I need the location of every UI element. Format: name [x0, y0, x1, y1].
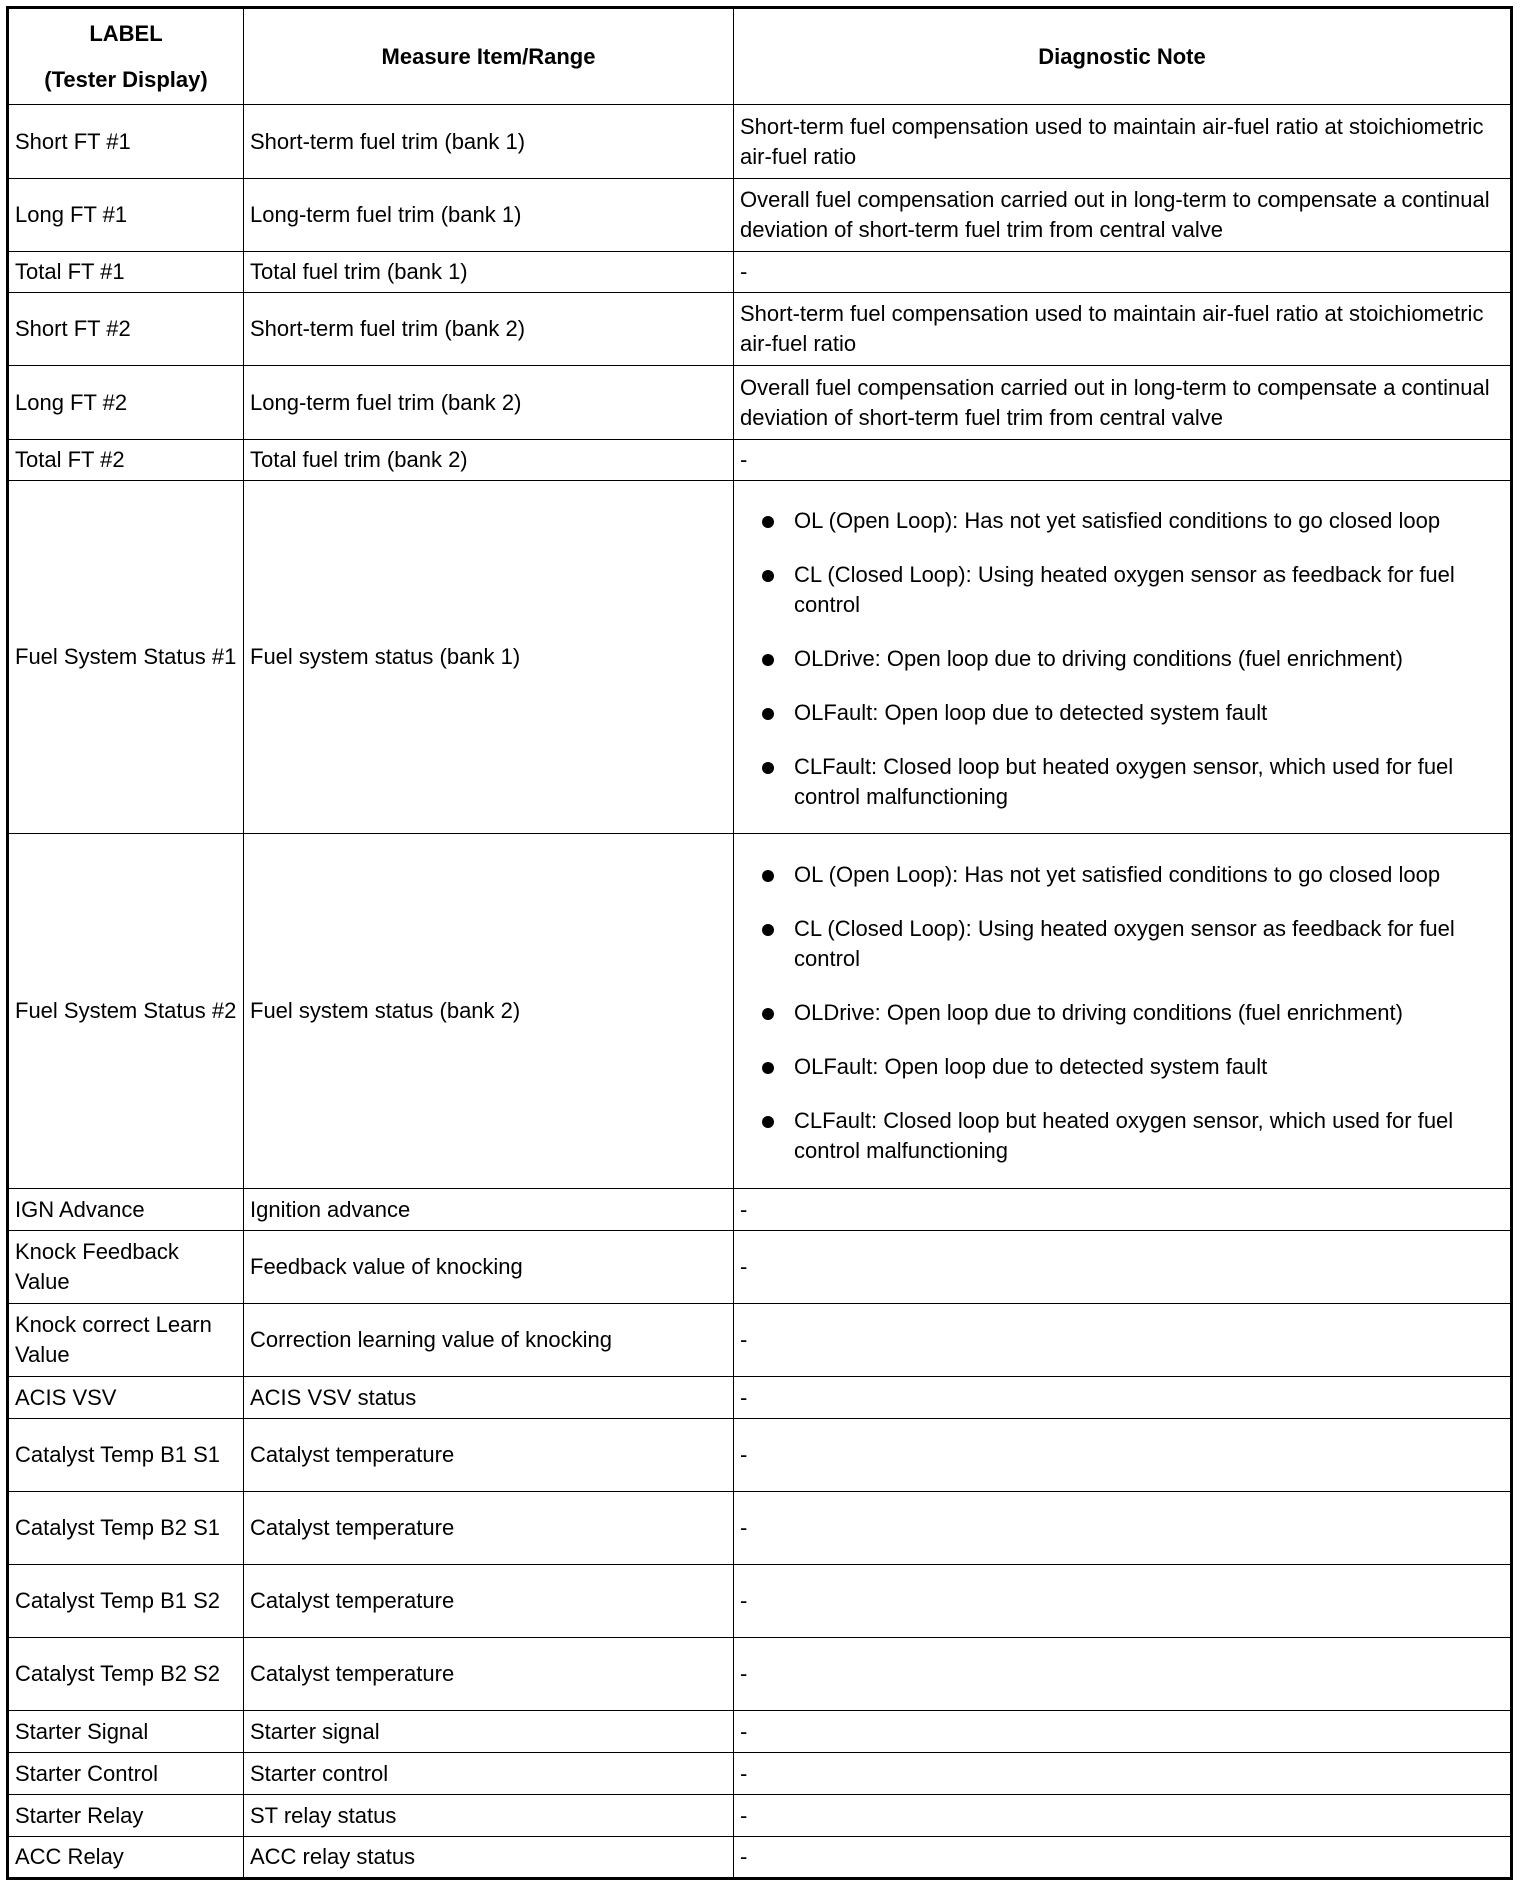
row-note: -: [734, 1304, 1512, 1377]
row-note: -: [734, 1837, 1512, 1879]
bullet-item: CL (Closed Loop): Using heated oxygen sensor as feedback for fuel control: [758, 914, 1504, 974]
row-label: Total FT #1: [8, 252, 244, 293]
row-measure: Starter signal: [244, 1711, 734, 1753]
row-note: -: [734, 1231, 1512, 1304]
row-measure: Long-term fuel trim (bank 2): [244, 366, 734, 440]
row-label: Short FT #1: [8, 105, 244, 179]
row-note-bullets: [734, 481, 1512, 834]
bullet-item: CLFault: Closed loop but heated oxygen sensor, which used for fuel control malfunctioning: [758, 752, 1504, 812]
bullet-list: [740, 506, 1504, 812]
row-label: Fuel System Status #1: [8, 481, 244, 834]
table-row: [8, 481, 1512, 834]
row-measure: Catalyst temperature: [244, 1492, 734, 1565]
bullet-item: CL (Closed Loop): Using heated oxygen sensor as feedback for fuel control: [758, 560, 1504, 620]
row-note: Short-term fuel compensation used to maintain air-fuel ratio at stoichiometric air-fuel ratio: [734, 293, 1512, 366]
row-label: Short FT #2: [8, 293, 244, 366]
row-measure: Short-term fuel trim (bank 2): [244, 293, 734, 366]
row-note-bullets: [734, 834, 1512, 1189]
header-measure: Measure Item/Range: [244, 8, 734, 105]
row-measure: Ignition advance: [244, 1189, 734, 1231]
table-row: [8, 1711, 1512, 1753]
table-row: [8, 1638, 1512, 1711]
row-measure: ACC relay status: [244, 1837, 734, 1879]
table-row: [8, 252, 1512, 293]
table-row: [8, 1304, 1512, 1377]
row-measure: ACIS VSV status: [244, 1377, 734, 1419]
row-label: Catalyst Temp B2 S1: [8, 1492, 244, 1565]
header-label: [8, 8, 244, 105]
bullet-item: OLDrive: Open loop due to driving conditions (fuel enrichment): [758, 644, 1504, 674]
row-label: Catalyst Temp B2 S2: [8, 1638, 244, 1711]
table-header-row: [8, 8, 1512, 105]
bullet-item: OLFault: Open loop due to detected system fault: [758, 698, 1504, 728]
bullet-item: OL (Open Loop): Has not yet satisfied conditions to go closed loop: [758, 860, 1504, 890]
table-row: [8, 1837, 1512, 1879]
row-label: Catalyst Temp B1 S1: [8, 1419, 244, 1492]
table-row: [8, 1565, 1512, 1638]
header-label-line2: (Tester Display): [44, 66, 208, 92]
row-note: -: [734, 1377, 1512, 1419]
row-measure: ST relay status: [244, 1795, 734, 1837]
table-row: [8, 366, 1512, 440]
row-label: ACC Relay: [8, 1837, 244, 1879]
table-row: [8, 440, 1512, 481]
table-row: [8, 834, 1512, 1189]
table-row: [8, 1795, 1512, 1837]
row-label: Starter Control: [8, 1753, 244, 1795]
row-measure: Correction learning value of knocking: [244, 1304, 734, 1377]
bullet-item: OLDrive: Open loop due to driving conditions (fuel enrichment): [758, 998, 1504, 1028]
row-note: Overall fuel compensation carried out in long-term to compensate a continual deviation of short-term fuel trim from central valve: [734, 179, 1512, 252]
row-note: -: [734, 1565, 1512, 1638]
table-row: [8, 105, 1512, 179]
row-label: ACIS VSV: [8, 1377, 244, 1419]
table-row: [8, 179, 1512, 252]
row-label: Starter Relay: [8, 1795, 244, 1837]
header-note: Diagnostic Note: [734, 8, 1512, 105]
row-measure: Starter control: [244, 1753, 734, 1795]
bullet-list: [740, 860, 1504, 1166]
row-label: Starter Signal: [8, 1711, 244, 1753]
row-label: Fuel System Status #2: [8, 834, 244, 1189]
row-label: IGN Advance: [8, 1189, 244, 1231]
row-measure: Fuel system status (bank 2): [244, 834, 734, 1189]
table-row: [8, 1753, 1512, 1795]
row-note: -: [734, 440, 1512, 481]
row-measure: Total fuel trim (bank 2): [244, 440, 734, 481]
row-measure: Catalyst temperature: [244, 1419, 734, 1492]
row-note: -: [734, 1419, 1512, 1492]
bullet-item: OL (Open Loop): Has not yet satisfied conditions to go closed loop: [758, 506, 1504, 536]
row-note: -: [734, 1638, 1512, 1711]
row-note: -: [734, 1492, 1512, 1565]
row-label: Catalyst Temp B1 S2: [8, 1565, 244, 1638]
row-note: -: [734, 252, 1512, 293]
row-label: Total FT #2: [8, 440, 244, 481]
data-list-table: [6, 6, 1513, 1880]
row-note: -: [734, 1753, 1512, 1795]
row-measure: Fuel system status (bank 1): [244, 481, 734, 834]
row-label: Knock Feedback Value: [8, 1231, 244, 1304]
table-row: [8, 1189, 1512, 1231]
row-note: Short-term fuel compensation used to maintain air-fuel ratio at stoichiometric air-fuel ratio: [734, 105, 1512, 179]
row-measure: Feedback value of knocking: [244, 1231, 734, 1304]
table-row: [8, 1231, 1512, 1304]
table-row: [8, 1492, 1512, 1565]
row-measure: Long-term fuel trim (bank 1): [244, 179, 734, 252]
row-note: -: [734, 1711, 1512, 1753]
bullet-item: CLFault: Closed loop but heated oxygen sensor, which used for fuel control malfunctioning: [758, 1106, 1504, 1166]
header-label-line1: LABEL: [89, 20, 163, 46]
row-label: Long FT #1: [8, 179, 244, 252]
table-row: [8, 293, 1512, 366]
row-note: -: [734, 1795, 1512, 1837]
row-note: Overall fuel compensation carried out in long-term to compensate a continual deviation of short-term fuel trim from central valve: [734, 366, 1512, 440]
row-note: -: [734, 1189, 1512, 1231]
row-measure: Catalyst temperature: [244, 1565, 734, 1638]
row-measure: Catalyst temperature: [244, 1638, 734, 1711]
row-label: Long FT #2: [8, 366, 244, 440]
row-measure: Short-term fuel trim (bank 1): [244, 105, 734, 179]
table-row: [8, 1377, 1512, 1419]
row-label: Knock correct Learn Value: [8, 1304, 244, 1377]
row-measure: Total fuel trim (bank 1): [244, 252, 734, 293]
bullet-item: OLFault: Open loop due to detected system fault: [758, 1052, 1504, 1082]
table-row: [8, 1419, 1512, 1492]
